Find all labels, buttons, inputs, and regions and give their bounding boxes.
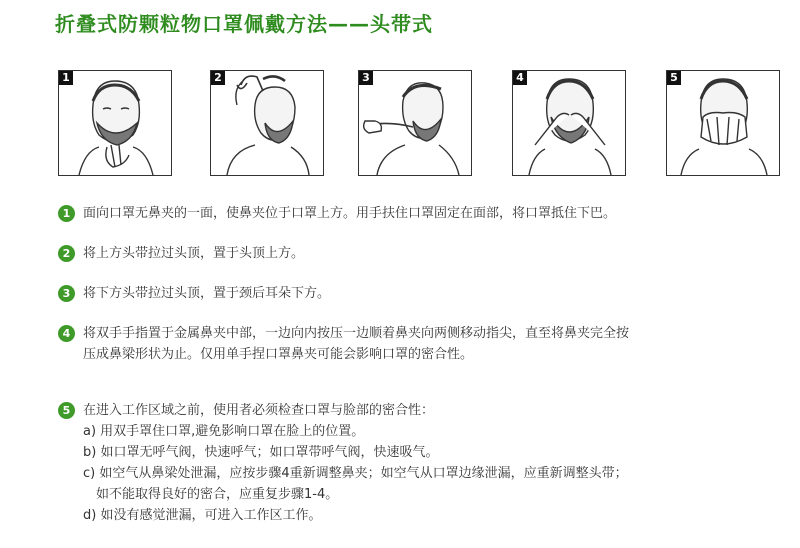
step-text: 将下方头带拉过头顶，置于颈后耳朵下方。 — [83, 286, 331, 301]
instruction-step-4 — [58, 323, 629, 365]
put-on-mask-icon — [59, 71, 171, 175]
instruction-step-2 — [58, 243, 304, 264]
page-title: 折叠式防颗粒物口罩佩戴方法——头带式 — [55, 12, 433, 36]
lower-strap-icon — [359, 71, 471, 175]
seal-check-icon — [667, 71, 779, 175]
sub-step-b: b) 如口罩无呼气阀，快速呼气；如口罩带呼气阀，快速吸气。 — [83, 445, 439, 460]
step-text-line-2: 压成鼻梁形状为止。仅用单手捏口罩鼻夹可能会影响口罩的密合性。 — [83, 347, 474, 362]
step-number-badge: 5 — [667, 71, 681, 85]
step-number-badge: 5 — [58, 402, 75, 419]
step-number-badge: 3 — [58, 285, 75, 302]
step-text: 在进入工作区域之前，使用者必须检查口罩与脸部的密合性： — [83, 403, 435, 418]
step-1-illustration — [58, 70, 172, 176]
sub-step-a: a) 用双手罩住口罩,避免影响口罩在脸上的位置。 — [83, 424, 365, 439]
step-number-badge: 4 — [513, 71, 527, 85]
step-number-badge: 4 — [58, 325, 75, 342]
instruction-step-1 — [58, 203, 616, 224]
step-number-badge: 1 — [59, 71, 73, 85]
step-4-illustration — [512, 70, 626, 176]
step-number-badge: 2 — [211, 71, 225, 85]
instruction-step-3 — [58, 283, 330, 304]
step-text-line-1: 将双手手指置于金属鼻夹中部，一边向内按压一边顺着鼻夹向两侧移动指尖，直至将鼻夹完全按 — [83, 326, 630, 341]
press-nose-clip-icon — [513, 71, 625, 175]
step-5-illustration — [666, 70, 780, 176]
upper-strap-icon — [211, 71, 323, 175]
step-text: 将上方头带拉过头顶，置于头顶上方。 — [83, 246, 305, 261]
step-text: 面向口罩无鼻夹的一面，使鼻夹位于口罩上方。用手扶住口罩固定在面部，将口罩抵住下巴。 — [83, 206, 617, 221]
step-number-badge: 1 — [58, 205, 75, 222]
step-3-illustration — [358, 70, 472, 176]
sub-step-c: c) 如空气从鼻梁处泄漏，应按步骤4重新调整鼻夹；如空气从口罩边缘泄漏，应重新调整头带； — [83, 466, 628, 481]
step-number-badge: 2 — [58, 245, 75, 262]
illustration-row — [58, 70, 758, 178]
step-number-badge: 3 — [359, 71, 373, 85]
sub-step-d: d) 如没有感觉泄漏，可进入工作区工作。 — [83, 508, 322, 523]
step-2-illustration — [210, 70, 324, 176]
sub-step-c-continued: 如不能取得良好的密合，应重复步骤1-4。 — [96, 487, 339, 502]
instruction-step-5 — [58, 400, 628, 526]
